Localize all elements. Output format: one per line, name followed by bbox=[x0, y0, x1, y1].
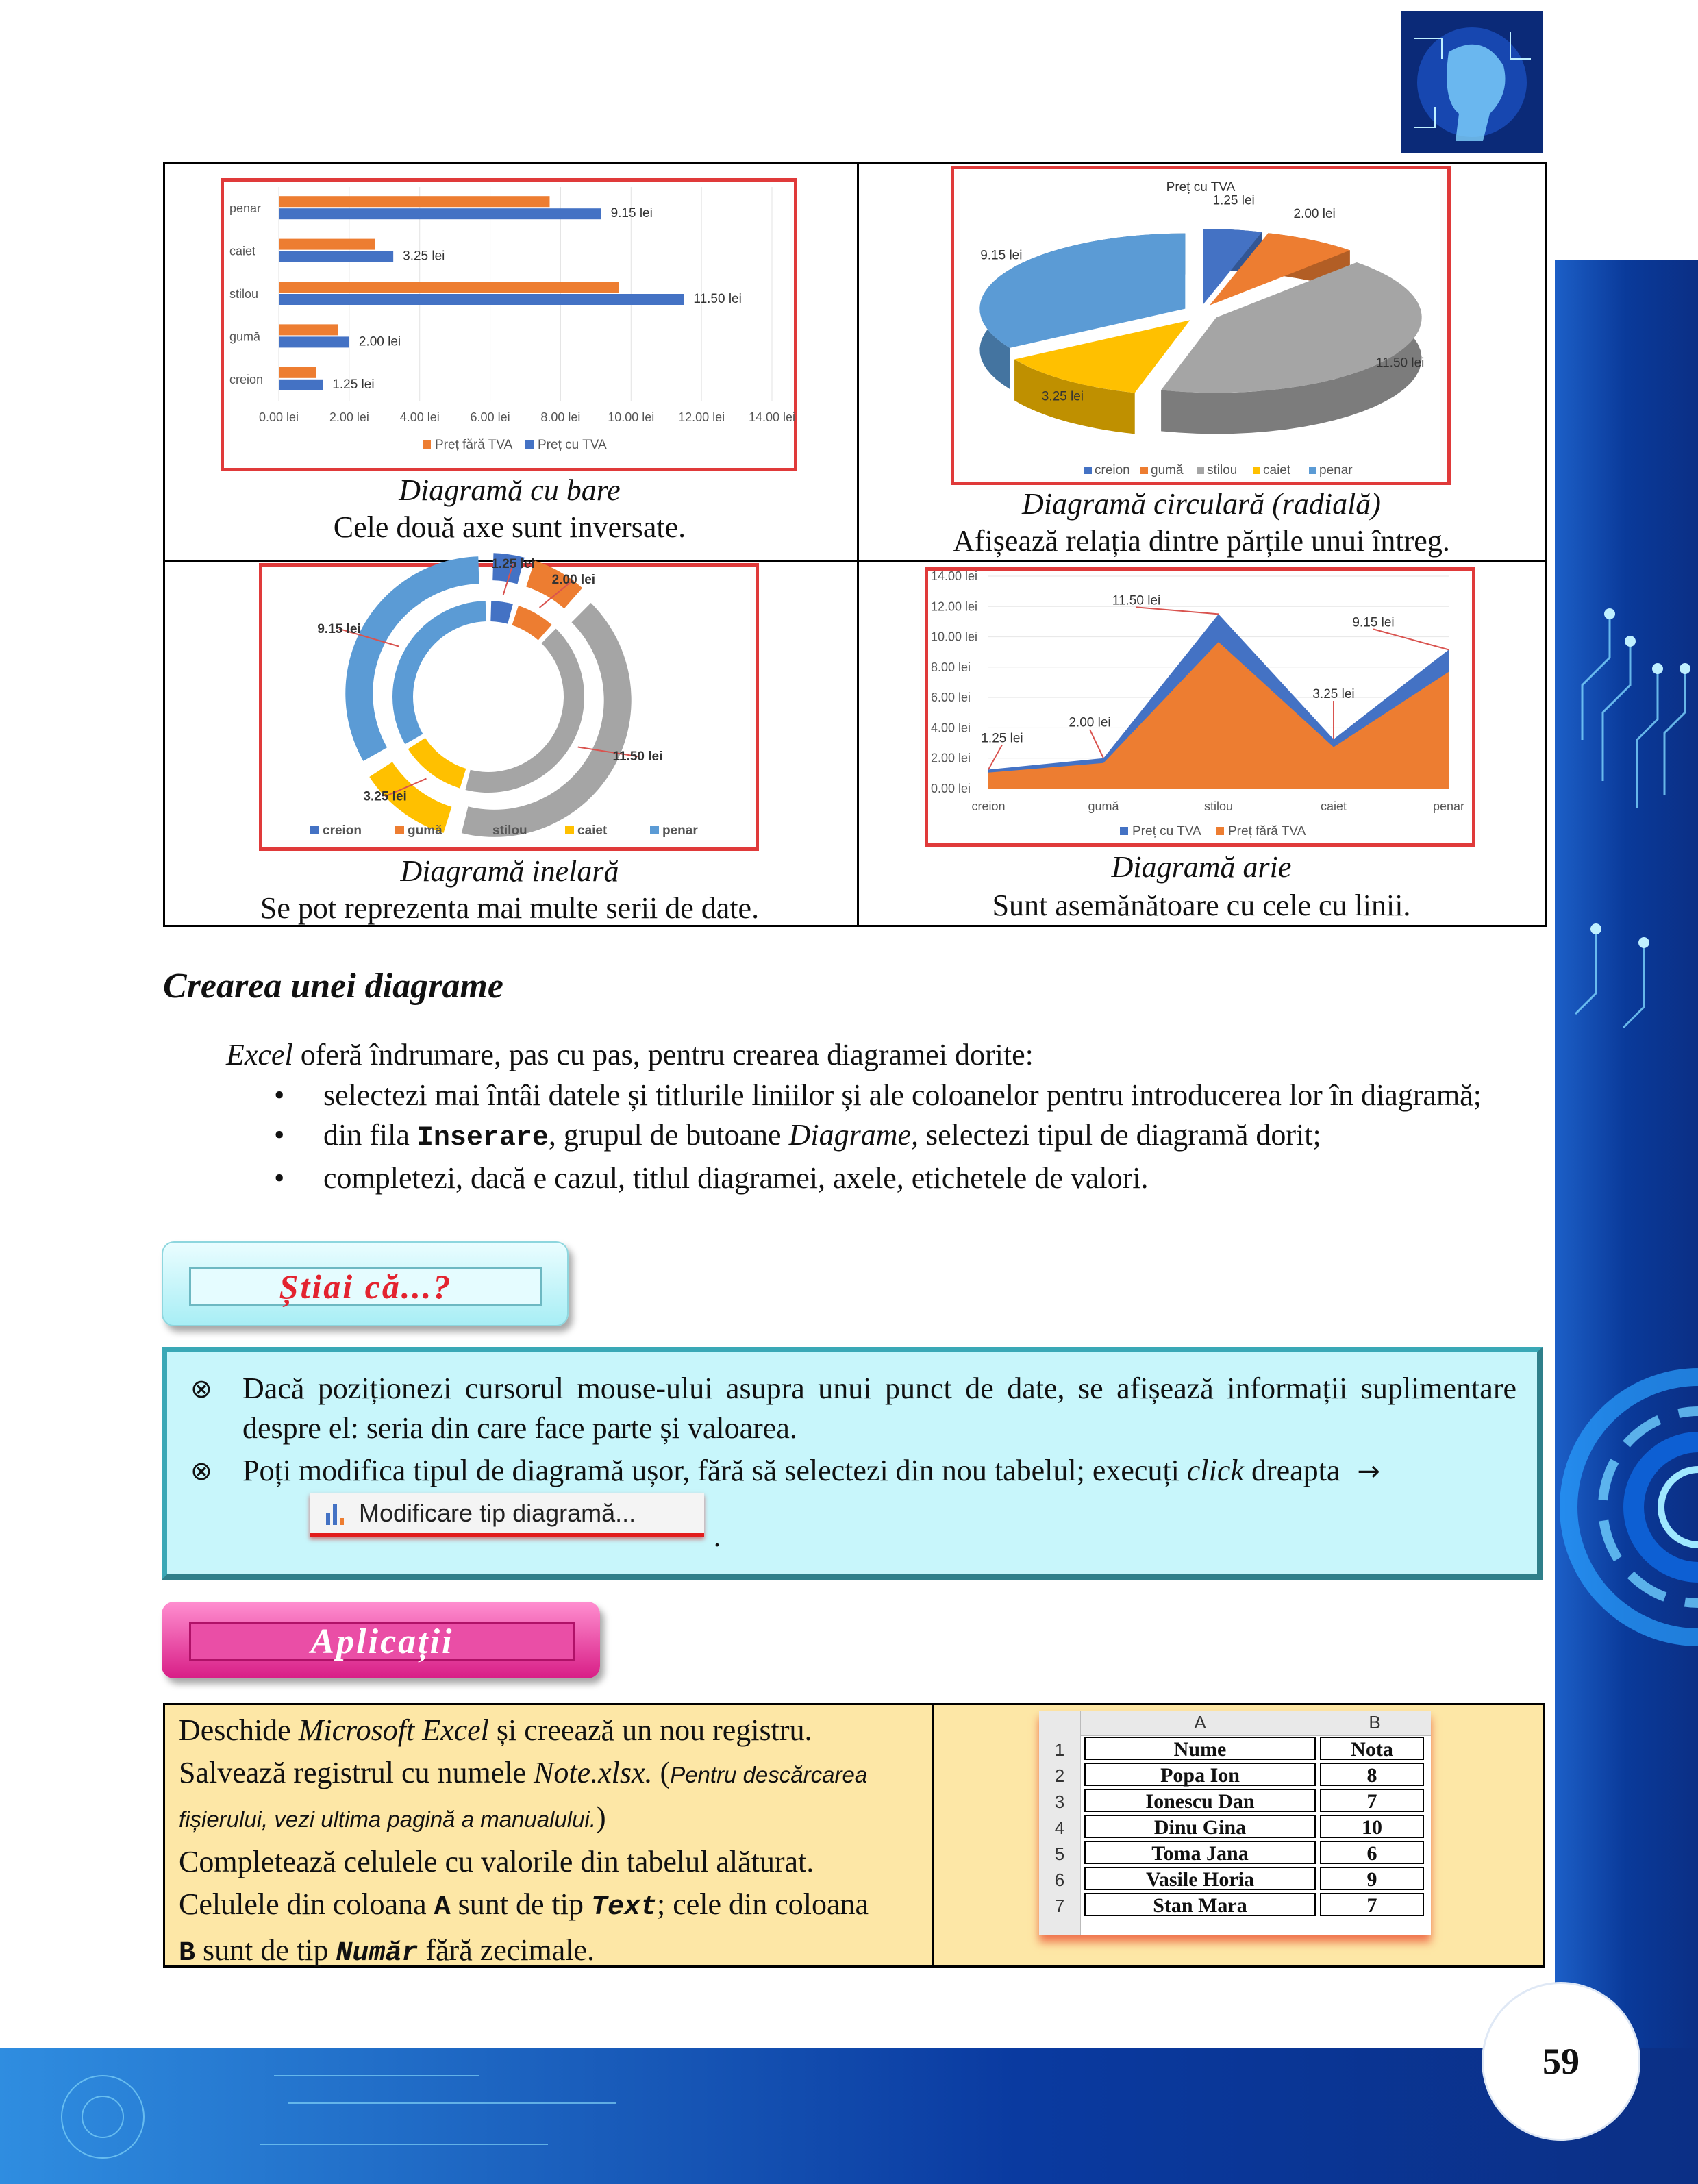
legend-label: stilou bbox=[1207, 463, 1238, 477]
x-tick-label: 10.00 lei bbox=[608, 410, 655, 424]
y-tick-label: 6.00 lei bbox=[931, 691, 971, 705]
data-label: 3.25 lei bbox=[403, 249, 445, 264]
y-tick-label: 8.00 lei bbox=[931, 660, 971, 674]
task-line-2: Salvează registrul cu numele Note.xlsx. (Pentru descărcarea fișierului, vezi ultima pagină a manualului.) bbox=[179, 1756, 868, 1834]
pie-caption-text: Afișează relația dintre părțile unui întreg. bbox=[953, 524, 1450, 558]
bar-blue bbox=[279, 251, 393, 262]
aplicatii-table bbox=[163, 1703, 1545, 1968]
legend-label: caiet bbox=[577, 823, 608, 838]
row-number: 2 bbox=[1054, 1765, 1065, 1786]
bullet-3: • completezi, dacă e cazul, titlul diagramei, axele, etichetele de valori. bbox=[274, 1161, 1149, 1195]
stiai-item-2: ⊗ Poți modifica tipul de diagramă ușor, fără să selectezi din nou tabelul; execuți click dreapta → bbox=[242, 1451, 1530, 1491]
row-number: 1 bbox=[1054, 1739, 1065, 1760]
legend-label: creion bbox=[323, 823, 362, 838]
data-label: 9.15 lei bbox=[980, 248, 1023, 263]
category-label: gumă bbox=[229, 330, 261, 344]
col-header-b: B bbox=[1369, 1712, 1381, 1733]
section-bullets bbox=[274, 1076, 1562, 1198]
category-label: caiet bbox=[229, 244, 256, 258]
data-label: 1.25 lei bbox=[981, 731, 1023, 746]
cell-a[interactable]: Ionescu Dan bbox=[1084, 1789, 1316, 1812]
decor-right-border bbox=[1555, 260, 1698, 2184]
row-number: 7 bbox=[1054, 1896, 1065, 1916]
stiai-label: Știai că...? bbox=[279, 1267, 453, 1306]
legend-label: stilou bbox=[492, 823, 527, 838]
data-label: 3.25 lei bbox=[363, 789, 407, 804]
leader-line bbox=[1136, 607, 1219, 614]
bullet-2: • din fila Inserare, grupul de butoane Diagrame, selectezi tipul de diagramă dorit; bbox=[274, 1118, 1321, 1154]
bar-blue bbox=[279, 336, 349, 347]
legend-swatch bbox=[395, 826, 404, 834]
leader-line bbox=[988, 745, 1002, 769]
x-tick-label: gumă bbox=[1088, 799, 1119, 813]
leader-line bbox=[1373, 629, 1449, 649]
bar-blue bbox=[279, 380, 323, 390]
legend-label: caiet bbox=[1263, 463, 1291, 477]
pie-caption-title: Diagramă circulară (radială) bbox=[1022, 487, 1381, 521]
chart-title: Preț cu TVA bbox=[1166, 180, 1236, 195]
legend-swatch bbox=[565, 826, 574, 834]
bullet-1: • selectezi mai întâi datele și titlurile liniilor și ale coloanelor pentru introducerea lor în diagramă; bbox=[274, 1078, 1482, 1112]
donut-segment bbox=[512, 606, 552, 640]
intro-text: oferă îndrumare, pas cu pas, pentru crearea diagramei dorite: bbox=[292, 1038, 1034, 1071]
legend-label: gumă bbox=[408, 823, 442, 838]
bar-caption-text: Cele două axe sunt inversate. bbox=[333, 510, 686, 544]
col-header-a: A bbox=[1194, 1712, 1206, 1733]
donut-caption-text: Se pot reprezenta mai multe serii de date. bbox=[260, 891, 760, 925]
download-note: Pentru descărcarea fișierului, vezi ultima pagină a manualului. bbox=[179, 1762, 868, 1832]
pie-chart bbox=[954, 169, 1447, 482]
bar-chart-frame bbox=[221, 178, 797, 471]
pie-chart-frame bbox=[951, 166, 1451, 485]
x-tick-label: 6.00 lei bbox=[470, 410, 510, 424]
data-label: 3.25 lei bbox=[1041, 389, 1084, 404]
x-tick-label: 8.00 lei bbox=[540, 410, 581, 424]
data-label: 2.00 lei bbox=[1293, 207, 1336, 222]
aplicatii-label: Aplicații bbox=[310, 1622, 454, 1661]
header-logo-image bbox=[1401, 11, 1543, 153]
y-tick-label: 14.00 lei bbox=[931, 569, 978, 583]
stiai-trailing-dot: . bbox=[714, 1522, 721, 1552]
area-chart-frame bbox=[925, 567, 1475, 847]
legend-label: penar bbox=[1319, 463, 1353, 477]
legend-label: Preț cu TVA bbox=[538, 438, 607, 452]
task-line-5: B sunt de tip Număr fără zecimale. bbox=[179, 1933, 595, 1969]
cell-b[interactable]: 8 bbox=[1320, 1763, 1424, 1786]
data-label: 9.15 lei bbox=[610, 206, 653, 221]
data-label: 2.00 lei bbox=[1069, 715, 1111, 730]
x-tick-label: 2.00 lei bbox=[329, 410, 369, 424]
category-label: creion bbox=[229, 372, 264, 386]
context-menu-item[interactable] bbox=[310, 1493, 704, 1537]
task-line-3: Completează celulele cu valorile din tabelul alăturat. bbox=[179, 1845, 814, 1878]
x-tick-label: 12.00 lei bbox=[678, 410, 725, 424]
legend-swatch bbox=[1216, 827, 1224, 835]
data-label: 11.50 lei bbox=[693, 292, 742, 306]
legend-swatch bbox=[1084, 467, 1092, 474]
section-intro bbox=[226, 1037, 1034, 1072]
arrow-right-icon: → bbox=[1357, 1456, 1380, 1487]
legend-swatch bbox=[1197, 467, 1204, 474]
donut-segment bbox=[462, 603, 632, 837]
x-tick-label: caiet bbox=[1320, 799, 1347, 813]
legend-swatch bbox=[650, 826, 659, 834]
legend-label: penar bbox=[662, 823, 698, 838]
row-number: 6 bbox=[1054, 1870, 1065, 1890]
row-number: 4 bbox=[1054, 1817, 1065, 1838]
cell-b[interactable]: Nota bbox=[1320, 1737, 1424, 1760]
menu-item-label: Modificare tip diagramă... bbox=[359, 1499, 636, 1527]
area-chart bbox=[928, 571, 1472, 843]
leader-line bbox=[1090, 730, 1103, 758]
donut-segment bbox=[408, 738, 466, 789]
code-inserare: Inserare bbox=[416, 1123, 549, 1154]
bar-orange bbox=[279, 282, 619, 293]
legend-label: Preț fără TVA bbox=[1228, 824, 1306, 839]
bar-orange bbox=[279, 324, 338, 335]
cell-b[interactable]: 7 bbox=[1320, 1893, 1424, 1916]
stiai-box bbox=[162, 1347, 1543, 1580]
category-label: penar bbox=[229, 201, 262, 216]
y-tick-label: 2.00 lei bbox=[931, 751, 971, 765]
bar-orange bbox=[279, 196, 549, 207]
page-number-badge bbox=[1482, 1982, 1640, 2141]
data-label: 2.00 lei bbox=[358, 334, 401, 349]
y-tick-label: 0.00 lei bbox=[931, 782, 971, 795]
data-label: 9.15 lei bbox=[1352, 615, 1395, 630]
y-tick-label: 4.00 lei bbox=[931, 721, 971, 735]
legend-label: creion bbox=[1095, 463, 1130, 477]
data-label: 2.00 lei bbox=[551, 573, 596, 588]
cell-b[interactable]: 10 bbox=[1320, 1815, 1424, 1838]
bar-chart bbox=[224, 182, 794, 468]
task-line-1: Deschide Microsoft Excel și creează un nou registru. bbox=[179, 1713, 812, 1747]
legend-swatch bbox=[480, 826, 489, 834]
y-tick-label: 12.00 lei bbox=[931, 599, 978, 614]
data-label: 1.25 lei bbox=[332, 377, 375, 392]
legend-label: Preț cu TVA bbox=[1132, 824, 1201, 839]
legend-swatch bbox=[1253, 467, 1260, 474]
area-caption-title: Diagramă arie bbox=[1111, 850, 1292, 884]
page-number: 59 bbox=[1543, 2041, 1580, 2082]
bar-blue bbox=[279, 208, 601, 219]
data-label: 11.50 lei bbox=[1112, 593, 1161, 608]
data-label: 11.50 lei bbox=[612, 749, 663, 765]
circle-x-icon: ⊗ bbox=[190, 1374, 212, 1404]
row-number: 5 bbox=[1054, 1844, 1065, 1864]
aplicatii-button bbox=[162, 1602, 600, 1678]
donut-segment bbox=[466, 629, 584, 793]
circle-x-icon: ⊗ bbox=[190, 1456, 212, 1486]
intro-italic: Excel bbox=[226, 1038, 293, 1071]
cell-b[interactable]: 6 bbox=[1320, 1841, 1424, 1864]
data-label: 1.25 lei bbox=[491, 556, 535, 571]
legend-swatch bbox=[1120, 827, 1128, 835]
x-tick-label: 14.00 lei bbox=[748, 410, 796, 424]
donut-segment bbox=[490, 601, 513, 624]
x-tick-label: 4.00 lei bbox=[399, 410, 440, 424]
category-label: stilou bbox=[229, 287, 259, 301]
legend-swatch bbox=[423, 440, 431, 449]
legend-swatch bbox=[1140, 467, 1148, 474]
cell-a[interactable]: Nume bbox=[1084, 1737, 1316, 1760]
donut-chart-frame bbox=[259, 556, 759, 851]
data-label: 11.50 lei bbox=[1375, 356, 1425, 371]
stiai-item-1: ⊗ Dacă poziționezi cursorul mouse-ului asupra unui punct de date, se afișează informații suplimentare despre el: seria din care face parte și valoarea. bbox=[242, 1369, 1516, 1448]
cell-b[interactable]: 7 bbox=[1320, 1789, 1424, 1812]
row-number: 3 bbox=[1054, 1791, 1065, 1812]
data-label: 3.25 lei bbox=[1312, 687, 1355, 702]
task-line-4: Celulele din coloana A sunt de tip Text; cele din coloana bbox=[179, 1887, 869, 1923]
bar-caption-title: Diagramă cu bare bbox=[399, 473, 621, 507]
area-caption-text: Sunt asemănătoare cu cele cu linii. bbox=[992, 889, 1411, 922]
donut-caption-title: Diagramă inelară bbox=[400, 854, 619, 888]
data-label: 9.15 lei bbox=[317, 621, 361, 636]
decor-bottom-border bbox=[0, 2048, 1698, 2184]
legend-swatch bbox=[1309, 467, 1316, 474]
section-title: Crearea unei diagrame bbox=[163, 967, 503, 1006]
legend-label: Preț fără TVA bbox=[435, 438, 513, 452]
x-tick-label: stilou bbox=[1203, 799, 1234, 813]
donut-segment bbox=[392, 601, 486, 744]
aplicatii-text bbox=[179, 1709, 925, 1975]
legend-label: gumă bbox=[1151, 463, 1184, 477]
cell-a[interactable]: Stan Mara bbox=[1084, 1893, 1316, 1916]
x-tick-label: 0.00 lei bbox=[258, 410, 299, 424]
chart-type-icon bbox=[325, 1502, 352, 1525]
cell-a[interactable]: Vasile Horia bbox=[1084, 1867, 1316, 1890]
legend-swatch bbox=[525, 440, 534, 449]
x-tick-label: creion bbox=[971, 799, 1006, 813]
legend-swatch bbox=[310, 826, 319, 834]
cell-b[interactable]: 9 bbox=[1320, 1867, 1424, 1890]
donut-chart bbox=[262, 556, 756, 847]
bar-orange bbox=[279, 367, 316, 378]
bar-blue bbox=[279, 294, 684, 305]
data-label: 1.25 lei bbox=[1212, 193, 1255, 208]
y-tick-label: 10.00 lei bbox=[931, 630, 978, 644]
stiai-button bbox=[162, 1241, 569, 1326]
bar-orange bbox=[279, 239, 375, 250]
spreadsheet-image bbox=[1039, 1711, 1431, 1935]
cell-a[interactable]: Toma Jana bbox=[1084, 1841, 1316, 1864]
cell-a[interactable]: Dinu Gina bbox=[1084, 1815, 1316, 1838]
cell-a[interactable]: Popa Ion bbox=[1084, 1763, 1316, 1786]
x-tick-label: penar bbox=[1432, 799, 1465, 813]
